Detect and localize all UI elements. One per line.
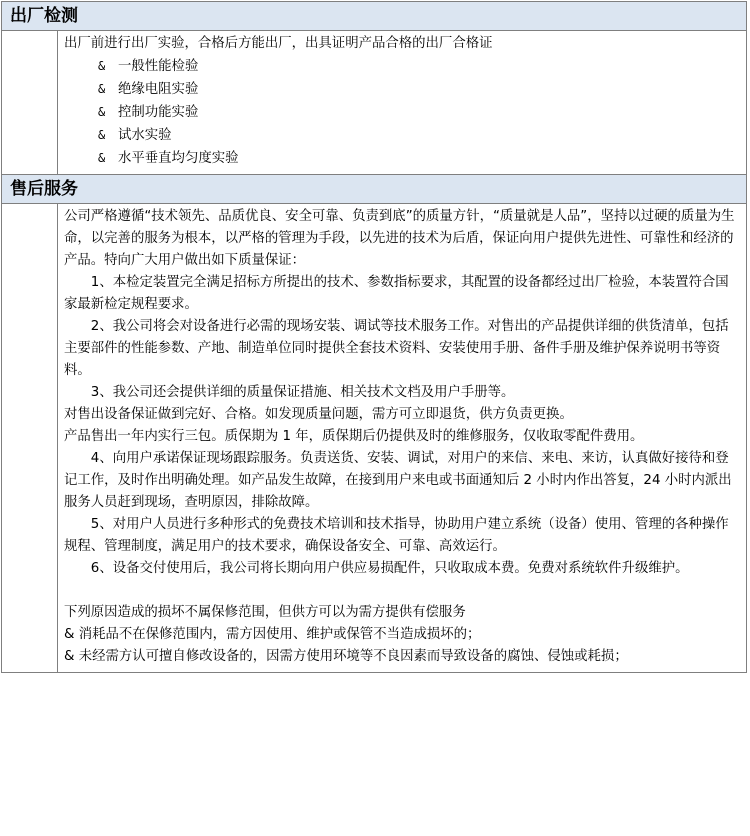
ampersand-bullet-icon: & (98, 59, 106, 73)
inspection-item-list (64, 55, 738, 170)
inspection-item: & 绝缘电阻实验 (64, 78, 738, 101)
warranty-line-1: 对售出设备保证做到完好、合格。如发现质量问题，需方可立即退货，供方负责更换。 (64, 407, 573, 422)
warranty-line-2: 产品售出一年内实行三包。质保期为 1 年，质保期后仍提供及时的维修服务，仅收取零配件费用。 (64, 429, 644, 444)
after-sales-intro: 公司严格遵循“技术领先、品质优良、安全可靠、负责到底”的质量方针，“质量就是人品”，坚持以过硬的质量为生命，以完善的服务为根本，以严格的管理为手段，以先进的技术为后盾，保证向用户提供先进性、可靠性和经济的产品。特向广大用户做出如下质量保证： (64, 209, 735, 268)
inspection-item: & 一般性能检验 (64, 55, 738, 78)
ampersand-bullet-icon: & (98, 128, 106, 142)
inspection-item: & 水平垂直均匀度实验 (64, 147, 738, 170)
guarantee-item-6: 6、设备交付使用后，我公司将长期向用户供应易损配件，只收取成本费。免费对系统软件升级维护。 (90, 561, 689, 576)
exclusion-item: & 消耗品不在保修范围内，需方因使用、维护或保管不当造成损坏的； (64, 627, 481, 642)
ampersand-bullet-icon: & (98, 82, 106, 96)
after-sales-title: 售后服务 (2, 175, 746, 204)
guarantee-item-2: 2、我公司将会对设备进行必需的现场安装、调试等技术服务工作。对售出的产品提供详细的供货清单，包括主要部件的性能参数、产地、制造单位同时提供全套技术资料、安装使用手册、备件手册及维护保养说明书等资料。 (64, 319, 729, 378)
after-sales-content (58, 204, 746, 672)
factory-inspection-section (2, 31, 746, 175)
guarantee-item-1: 1、本检定装置完全满足招标方所提出的技术、参数指标要求，其配置的设备都经过出厂检验，本装置符合国家最新检定规程要求。 (64, 275, 729, 312)
left-margin-cell (2, 204, 58, 672)
document-table (1, 1, 747, 673)
factory-inspection-content (58, 31, 746, 174)
inspection-item: & 试水实验 (64, 124, 738, 147)
left-margin-cell (2, 31, 58, 174)
after-sales-section (2, 204, 746, 672)
inspection-item: & 控制功能实验 (64, 101, 738, 124)
guarantee-item-4: 4、向用户承诺保证现场跟踪服务。负责送货、安装、调试，对用户的来信、来电、来访，认真做好接待和登记工作，及时作出明确处理。如产品发生故障，在接到用户来电或书面通知后 2 小时内作出答复，24 小时内派出服务人员赶到现场，查明原因，排除故障。 (64, 451, 732, 510)
ampersand-bullet-icon: & (98, 151, 106, 165)
exclusion-intro: 下列原因造成的损坏不属保修范围，但供方可以为需方提供有偿服务 (64, 605, 466, 620)
guarantee-item-3: 3、我公司还会提供详细的质量保证措施、相关技术文档及用户手册等。 (90, 385, 515, 400)
guarantee-item-5: 5、对用户人员进行多种形式的免费技术培训和技术指导，协助用户建立系统（设备）使用、管理的各种操作规程、管理制度，满足用户的技术要求，确保设备安全、可靠、高效运行。 (64, 517, 729, 554)
exclusion-item: & 未经需方认可擅自修改设备的，因需方使用环境等不良因素而导致设备的腐蚀、侵蚀或耗损； (64, 649, 628, 664)
factory-inspection-intro: 出厂前进行出厂实验，合格后方能出厂，出具证明产品合格的出厂合格证 (64, 36, 493, 51)
factory-inspection-title: 出厂检测 (2, 2, 746, 31)
spacer (64, 580, 738, 602)
ampersand-bullet-icon: & (98, 105, 106, 119)
